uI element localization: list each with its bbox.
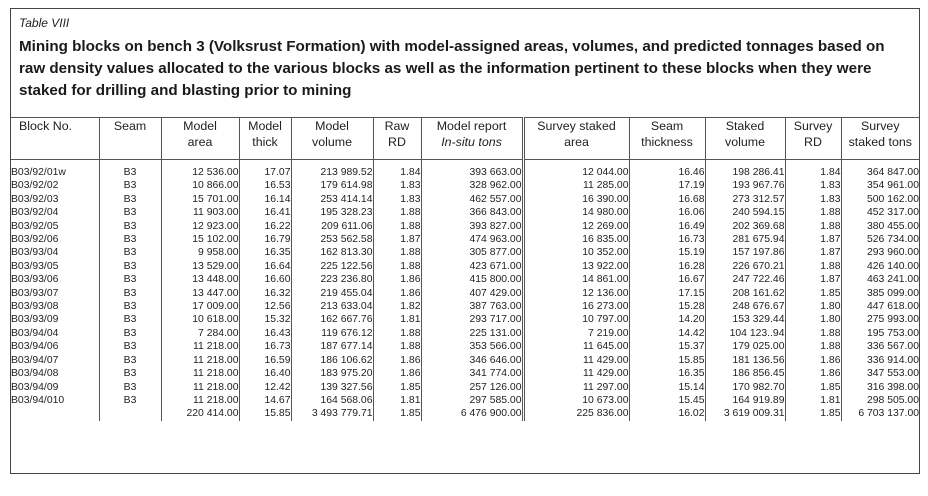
table-cell: 11 218.00 <box>161 394 239 407</box>
table-cell: B03/93/05 <box>11 260 59 272</box>
table-cell: 1.83 <box>373 179 421 192</box>
table-cell: 1.86 <box>785 367 841 380</box>
table-cell: 12 536.00 <box>161 166 239 179</box>
table-cell: 1.87 <box>785 233 841 246</box>
table-cell: 14.67 <box>239 394 291 407</box>
table-cell: 3 619 009.31 <box>705 407 785 420</box>
table-cell: 1.83 <box>785 179 841 192</box>
table-cell: 1.84 <box>373 166 421 179</box>
table-cell: 17.15 <box>629 287 705 300</box>
table-cell: B03/94/06 <box>11 341 59 353</box>
table-cell: 164 568.06 <box>291 394 373 407</box>
table-cell: 179 025.00 <box>705 340 785 353</box>
table-cell: 17.07 <box>239 166 291 179</box>
totals-row <box>11 407 919 420</box>
table-cell: B3 <box>99 220 161 233</box>
table-cell: B3 <box>99 260 161 273</box>
table-cell: 225 122.56 <box>291 260 373 273</box>
table-cell: 16.68 <box>629 193 705 206</box>
table-row <box>11 206 919 219</box>
table-cell: B03/94/08 <box>11 368 59 380</box>
table-cell: B03/94/07 <box>11 354 59 366</box>
table-cell: B3 <box>99 340 161 353</box>
table-cell: 462 557.00 <box>421 193 523 206</box>
table-row <box>11 166 919 179</box>
table-cell: 253 562.58 <box>291 233 373 246</box>
table-cell: 1.85 <box>373 381 421 394</box>
table-cell: 1.85 <box>785 407 841 420</box>
table-cell: B3 <box>99 206 161 219</box>
table-cell: B03/94/04 <box>11 327 59 339</box>
table-cell: 380 455.00 <box>841 220 919 233</box>
table-cell: 17.19 <box>629 179 705 192</box>
table-cell: B3 <box>99 246 161 259</box>
table-cell: 9 958.00 <box>161 246 239 259</box>
table-cell: B3 <box>99 179 161 192</box>
table-cell: B03/92/04 <box>11 207 59 219</box>
table-cell: B3 <box>99 394 161 407</box>
table-cell: 12.56 <box>239 300 291 313</box>
table-cell: 1.88 <box>373 340 421 353</box>
table-cell: 195 328.23 <box>291 206 373 219</box>
header-survey-staked-area: Survey staked area <box>523 118 629 160</box>
table-cell: 1.86 <box>373 287 421 300</box>
table-cell: B03/92/05 <box>11 220 59 232</box>
table-row <box>11 354 919 367</box>
table-cell: 1.88 <box>785 340 841 353</box>
table-cell: 1.80 <box>785 300 841 313</box>
table-cell: 10 866.00 <box>161 179 239 192</box>
table-cell: 183 975.20 <box>291 367 373 380</box>
table-cell: 12 269.00 <box>523 220 629 233</box>
header-survey-staked-tons: Survey staked tons <box>841 118 919 160</box>
table-cell: 15.85 <box>239 407 291 420</box>
mining-blocks-table <box>11 117 919 421</box>
header-model-report-tons: Model report In-situ tons <box>421 118 523 160</box>
table-cell: 162 813.30 <box>291 246 373 259</box>
table-cell: B03/93/09 <box>11 314 59 326</box>
table-caption: Mining blocks on bench 3 (Volksrust Formation) with model-assigned areas, volumes, and predicted tonnages based on raw density values allocated to the various blocks as well as the information pertinent to these blocks when they were staked for drilling and blasting prior to mining <box>19 38 885 99</box>
table-cell: 186 856.45 <box>705 367 785 380</box>
table-cell: 305 877.00 <box>421 246 523 259</box>
table-cell: 14 980.00 <box>523 206 629 219</box>
table-cell: 364 847.00 <box>841 166 919 179</box>
table-cell: 293 960.00 <box>841 246 919 259</box>
table-cell: 253 414.14 <box>291 193 373 206</box>
table-cell: 240 594.15 <box>705 206 785 219</box>
table-cell: B03/94/010 <box>11 394 65 406</box>
table-cell: 16.53 <box>239 179 291 192</box>
table-cell: 12 136.00 <box>523 287 629 300</box>
table-cell: 393 663.00 <box>421 166 523 179</box>
table-cell: 16.49 <box>629 220 705 233</box>
header-survey-rd: Survey RD <box>785 118 841 160</box>
table-cell: 16 390.00 <box>523 193 629 206</box>
table-cell: B3 <box>99 287 161 300</box>
table-cell: 1.88 <box>785 220 841 233</box>
table-cell: 186 106.62 <box>291 354 373 367</box>
table-cell: 1.86 <box>373 354 421 367</box>
table-cell: 13 529.00 <box>161 260 239 273</box>
table-cell: 12.42 <box>239 381 291 394</box>
table-cell: 16.46 <box>629 166 705 179</box>
table-row <box>11 260 919 273</box>
table-cell: B03/93/07 <box>11 287 59 299</box>
table-cell: 1.81 <box>373 313 421 326</box>
table-cell: 15 701.00 <box>161 193 239 206</box>
table-cell: 6 703 137.00 <box>841 407 919 420</box>
table-cell: 297 585.00 <box>421 394 523 407</box>
table-cell: B03/92/03 <box>11 193 59 205</box>
table-cell: 213 989.52 <box>291 166 373 179</box>
header-model-thick: Model thick <box>239 118 291 160</box>
table-cell: 15.32 <box>239 313 291 326</box>
table-cell: B03/92/06 <box>11 234 59 246</box>
table-cell: 12 923.00 <box>161 220 239 233</box>
table-cell: 1.87 <box>373 233 421 246</box>
table-row <box>11 394 919 407</box>
table-row <box>11 340 919 353</box>
table-cell: 10 797.00 <box>523 313 629 326</box>
table-cell: 500 162.00 <box>841 193 919 206</box>
table-cell: 1.83 <box>373 193 421 206</box>
table-label: Table VIII <box>19 16 70 30</box>
table-cell: 1.83 <box>785 193 841 206</box>
table-cell: 11 218.00 <box>161 340 239 353</box>
header-seam-thickness: Seam thickness <box>629 118 705 160</box>
table-cell: 16.73 <box>629 233 705 246</box>
table-cell: 1.87 <box>785 246 841 259</box>
table-cell: 328 962.00 <box>421 179 523 192</box>
table-cell: 273 312.57 <box>705 193 785 206</box>
table-cell: 153 329.44 <box>705 313 785 326</box>
table-cell: 209 611.06 <box>291 220 373 233</box>
table-cell: 298 505.00 <box>841 394 919 407</box>
table-cell: 11 429.00 <box>523 367 629 380</box>
table-row <box>11 300 919 313</box>
table-cell: 12 044.00 <box>523 166 629 179</box>
table-row <box>11 220 919 233</box>
table-cell: 202 369.68 <box>705 220 785 233</box>
table-cell: 248 676.67 <box>705 300 785 313</box>
table-cell: 1.81 <box>785 394 841 407</box>
table-cell: 1.86 <box>373 367 421 380</box>
table-row <box>11 193 919 206</box>
table-cell: 225 836.00 <box>523 407 629 420</box>
table-cell: 15.85 <box>629 354 705 367</box>
table-cell: 275 993.00 <box>841 313 919 326</box>
table-cell: 281 675.94 <box>705 233 785 246</box>
table-cell: 170 982.70 <box>705 381 785 394</box>
table-cell: 11 218.00 <box>161 381 239 394</box>
table-cell: 11 218.00 <box>161 367 239 380</box>
table-cell: 16.43 <box>239 327 291 340</box>
table-cell: 13 447.00 <box>161 287 239 300</box>
table-cell: 341 774.00 <box>421 367 523 380</box>
table-cell: 13 448.00 <box>161 273 239 286</box>
table-cell: 193 967.76 <box>705 179 785 192</box>
table-cell: 15.28 <box>629 300 705 313</box>
table-cell: 293 717.00 <box>421 313 523 326</box>
table-cell: 526 734.00 <box>841 233 919 246</box>
table-row <box>11 327 919 340</box>
table-cell: B3 <box>99 354 161 367</box>
table-cell: 15 102.00 <box>161 233 239 246</box>
header-raw-rd: Raw RD <box>373 118 421 160</box>
table-cell: 16.06 <box>629 206 705 219</box>
table-cell: 474 963.00 <box>421 233 523 246</box>
table-cell: 16.41 <box>239 206 291 219</box>
table-cell: 219 455.04 <box>291 287 373 300</box>
table-cell: 11 645.00 <box>523 340 629 353</box>
header-block-no: Block No. <box>11 118 99 160</box>
table-cell: 11 218.00 <box>161 354 239 367</box>
table-cell: 463 241.00 <box>841 273 919 286</box>
table-cell: 13 922.00 <box>523 260 629 273</box>
table-cell: 16 273.00 <box>523 300 629 313</box>
table-cell: 1.86 <box>373 273 421 286</box>
table-cell: 1.88 <box>785 206 841 219</box>
table-cell: 1.85 <box>373 407 421 420</box>
table-cell: 353 566.00 <box>421 340 523 353</box>
table-cell: 15.14 <box>629 381 705 394</box>
table-cell: 316 398.00 <box>841 381 919 394</box>
table-cell: B3 <box>99 327 161 340</box>
table-cell: 16.73 <box>239 340 291 353</box>
table-cell: 104 123..94 <box>705 327 785 340</box>
table-cell: 14.20 <box>629 313 705 326</box>
table-cell: 15.45 <box>629 394 705 407</box>
table-cell: 336 914.00 <box>841 354 919 367</box>
header-model-volume: Model volume <box>291 118 373 160</box>
table-cell: 1.81 <box>373 394 421 407</box>
table-cell: 1.88 <box>373 206 421 219</box>
table-cell: 15.37 <box>629 340 705 353</box>
table-cell: B3 <box>99 300 161 313</box>
table-cell: 16.32 <box>239 287 291 300</box>
table-cell: 1.80 <box>785 313 841 326</box>
table-cell: 1.86 <box>785 354 841 367</box>
table-cell: 198 286.41 <box>705 166 785 179</box>
table-cell: 1.88 <box>785 327 841 340</box>
table-cell <box>11 407 99 420</box>
table-cell: 162 667.76 <box>291 313 373 326</box>
table-cell: 1.88 <box>373 246 421 259</box>
table-cell: 179 614.98 <box>291 179 373 192</box>
table-cell: 7 284.00 <box>161 327 239 340</box>
table-cell <box>99 407 161 420</box>
table-cell: 16.35 <box>239 246 291 259</box>
table-cell: 257 126.00 <box>421 381 523 394</box>
table-cell: 16.67 <box>629 273 705 286</box>
table-cell: 226 670.21 <box>705 260 785 273</box>
table-cell: 16.64 <box>239 260 291 273</box>
table-cell: 208 161.62 <box>705 287 785 300</box>
table-cell: 387 763.00 <box>421 300 523 313</box>
table-cell: 1.85 <box>785 381 841 394</box>
table-cell: 220 414.00 <box>161 407 239 420</box>
table-cell: 14 861.00 <box>523 273 629 286</box>
table-cell: B03/94/09 <box>11 381 59 393</box>
table-frame <box>10 8 920 474</box>
table-row <box>11 381 919 394</box>
table-cell: 7 219.00 <box>523 327 629 340</box>
table-cell: 346 646.00 <box>421 354 523 367</box>
table-cell: B03/92/01w <box>11 167 66 178</box>
table-cell: 11 297.00 <box>523 381 629 394</box>
table-cell: 16.28 <box>629 260 705 273</box>
table-cell: 17 009.00 <box>161 300 239 313</box>
table-cell: 181 136.56 <box>705 354 785 367</box>
table-cell: 16.59 <box>239 354 291 367</box>
table-cell: 1.87 <box>785 273 841 286</box>
table-cell: 15.19 <box>629 246 705 259</box>
table-cell: B03/93/08 <box>11 301 59 313</box>
table-row <box>11 233 919 246</box>
table-cell: 6 476 900.00 <box>421 407 523 420</box>
table-cell: 447 618.00 <box>841 300 919 313</box>
table-cell: 11 429.00 <box>523 354 629 367</box>
table-cell: 415 800.00 <box>421 273 523 286</box>
table-row <box>11 367 919 380</box>
table-cell: 385 099.00 <box>841 287 919 300</box>
table-cell: 187 677.14 <box>291 340 373 353</box>
table-cell: B3 <box>99 166 161 179</box>
table-cell: 11 903.00 <box>161 206 239 219</box>
table-cell: 16.22 <box>239 220 291 233</box>
table-cell: 11 285.00 <box>523 179 629 192</box>
table-cell: 213 633.04 <box>291 300 373 313</box>
table-cell: 164 919.89 <box>705 394 785 407</box>
table-row <box>11 273 919 286</box>
header-staked-volume: Staked volume <box>705 118 785 160</box>
header-row <box>11 118 919 160</box>
table-cell: B3 <box>99 313 161 326</box>
table-cell: 16.14 <box>239 193 291 206</box>
table-cell: B3 <box>99 367 161 380</box>
table-cell: B3 <box>99 381 161 394</box>
table-cell: 16.79 <box>239 233 291 246</box>
table-cell: 423 671.00 <box>421 260 523 273</box>
table-cell: B3 <box>99 233 161 246</box>
table-cell: 452 317.00 <box>841 206 919 219</box>
table-row <box>11 287 919 300</box>
table-cell: 195 753.00 <box>841 327 919 340</box>
table-cell: 139 327.56 <box>291 381 373 394</box>
table-cell: 14.42 <box>629 327 705 340</box>
table-cell: B3 <box>99 273 161 286</box>
table-cell: B03/93/04 <box>11 247 59 259</box>
table-cell: 1.88 <box>373 260 421 273</box>
table-cell: 347 553.00 <box>841 367 919 380</box>
table-cell: 1.88 <box>785 260 841 273</box>
table-cell: 1.85 <box>785 287 841 300</box>
table-cell: 3 493 779.71 <box>291 407 373 420</box>
header-seam: Seam <box>99 118 161 160</box>
table-cell: 223 236.80 <box>291 273 373 286</box>
table-row <box>11 179 919 192</box>
table-cell: 393 827.00 <box>421 220 523 233</box>
table-cell: 225 131.00 <box>421 327 523 340</box>
table-cell: 10 673.00 <box>523 394 629 407</box>
table-cell: 336 567.00 <box>841 340 919 353</box>
table-cell: B03/93/06 <box>11 274 59 286</box>
table-cell: 16 835.00 <box>523 233 629 246</box>
table-cell: 16.40 <box>239 367 291 380</box>
table-cell: 16.60 <box>239 273 291 286</box>
table-cell: 1.88 <box>373 327 421 340</box>
table-cell: 407 429.00 <box>421 287 523 300</box>
table-cell: 354 961.00 <box>841 179 919 192</box>
table-cell: 1.88 <box>373 220 421 233</box>
table-cell: B03/92/02 <box>11 180 59 192</box>
table-cell: 119 676.12 <box>291 327 373 340</box>
table-cell: 1.84 <box>785 166 841 179</box>
header-model-area: Model area <box>161 118 239 160</box>
table-cell: 366 843.00 <box>421 206 523 219</box>
table-row <box>11 313 919 326</box>
table-body <box>11 160 919 421</box>
table-cell: 16.35 <box>629 367 705 380</box>
table-cell: B3 <box>99 193 161 206</box>
table-cell: 157 197.86 <box>705 246 785 259</box>
table-cell: 16.02 <box>629 407 705 420</box>
table-cell: 10 352.00 <box>523 246 629 259</box>
table-cell: 1.82 <box>373 300 421 313</box>
table-cell: 426 140.00 <box>841 260 919 273</box>
table-cell: 10 618.00 <box>161 313 239 326</box>
table-cell: 247 722.46 <box>705 273 785 286</box>
table-row <box>11 246 919 259</box>
